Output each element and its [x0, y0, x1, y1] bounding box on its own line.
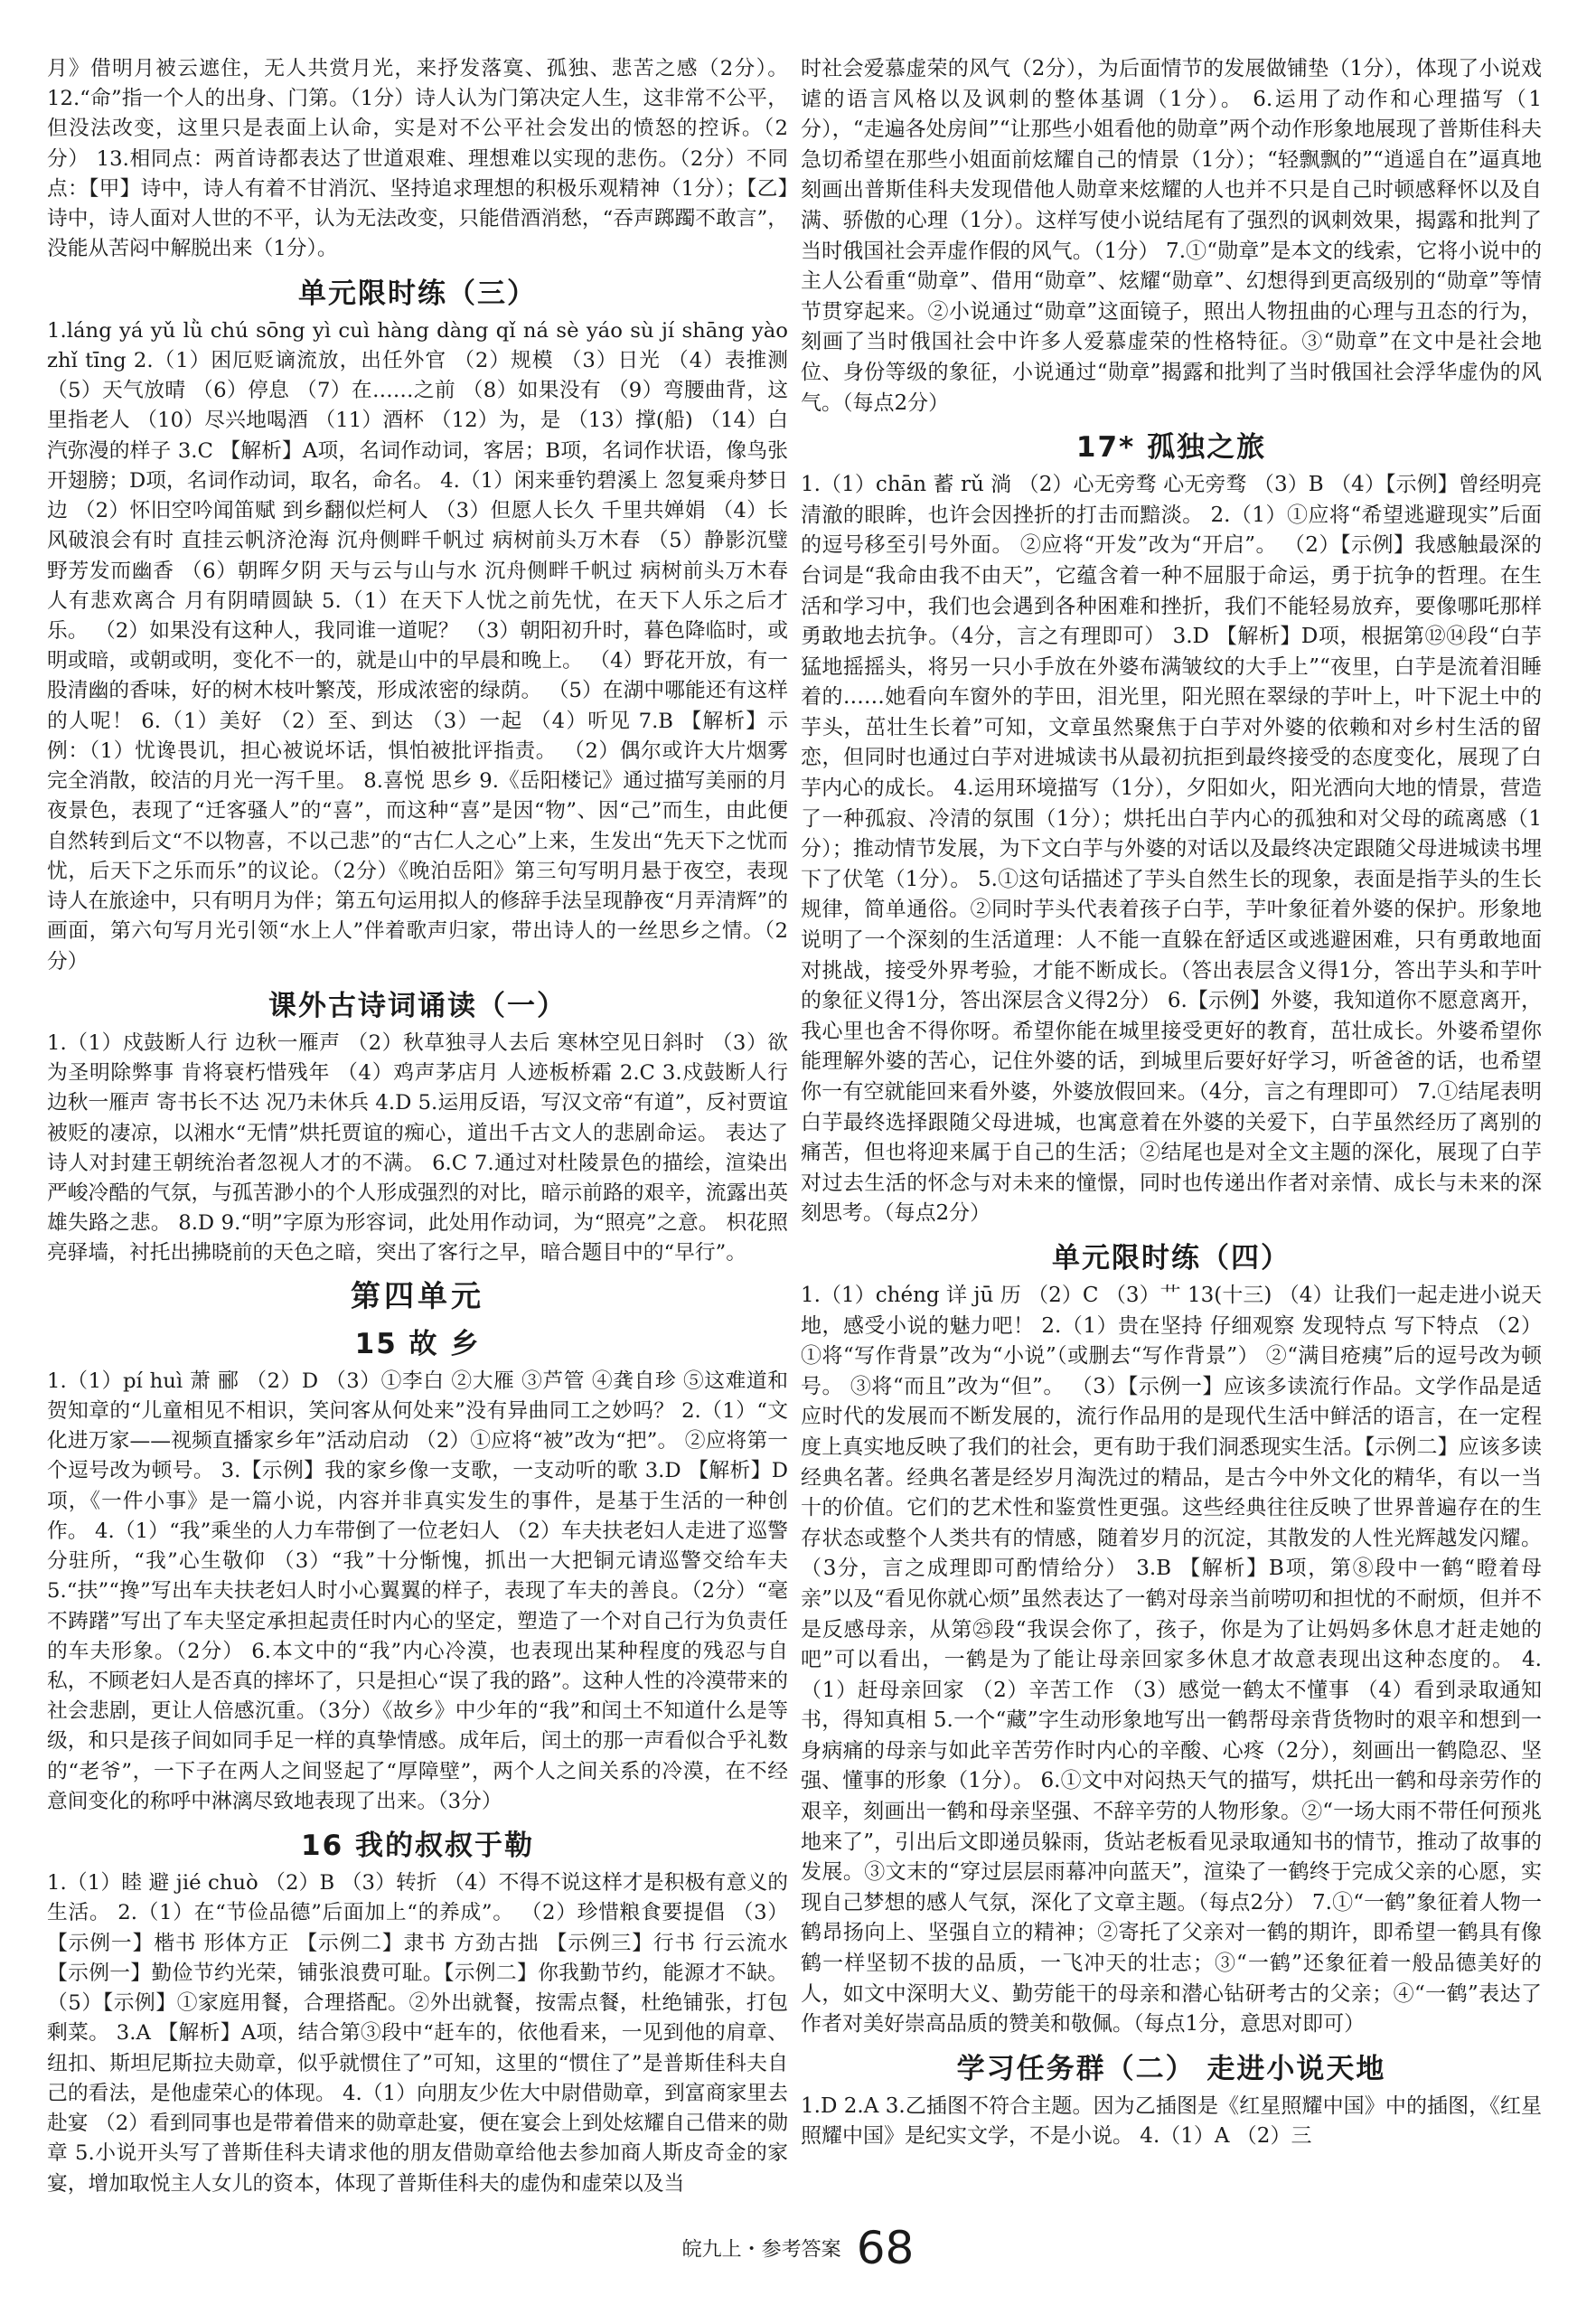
answer-block: 1.（1）睦 避 jié chuò （2）B （3）转折 （4）不得不说这样才是积极有意义的生活。 2.（1）在“节俭品德”后面加上“的养成”。 （2）珍惜粮食要提倡 （3）【示例一】楷书 形体方正 【示例二】隶书 方劲古拙 【示例三】行书 行云流水 【示例一】勤俭节约光荣，铺张浪费可耻。【示例二】你我勤节约，能源才不缺。 （5）【示例】①家庭用餐，合理搭配。②外出就餐，按需点餐，杜绝铺张，打包剩菜。 3.A 【解析】A项，结合第③段中“赶车的，依他看来，一见到他的肩章、纽扣、斯坦尼斯拉夫勋章，似乎就惯住了”可知，这里的“惯住了”是普斯佳科夫自己的看法，是他虚荣心的体现。 4.（1）向朋友少佐大中尉借勋章，到富商家里去赴宴 （2）看到同事也是带着借来的勋章赴宴，便在宴会上到处炫耀自己借来的勋章 5.小说开头写了普斯佳科夫请求他的朋友借勋章给他去参加商人斯皮奇金的家宴，增加取悦主人女儿的资本，体现了普斯佳科夫的虚伪和虚荣以及当 [47, 1871, 788, 2196]
footer-label: 皖九上・参考答案 [681, 2238, 841, 2262]
answer-block: 1.D 2.A 3.乙插图不符合主题。因为乙插图是《红星照耀中国》中的插图，《红星照耀中国》是纪实文学，不是小说。 4.（1）A （2）三 [801, 2093, 1542, 2149]
answer-block: 时社会爱慕虚荣的风气（2分），为后面情节的发展做铺垫（1分），体现了小说戏谑的语言风格以及讽刺的整体基调（1分）。 6.运用了动作和心理描写（1分），“走遍各处房间”“让那些小姐看他的勋章”两个动作形象地展现了普斯佳科夫急切希望在那些小姐面前炫耀自己的情景（1分）；“轻飘飘的”“逍遥自在”逼真地刻画出普斯佳科夫发现借他人勋章来炫耀的人也并不只是自己时顿感释怀以及自满、骄傲的心理（1分）。这样写使小说结尾有了强烈的讽刺效果，揭露和批判了当时俄国社会弄虚作假的风气。（1分） 7.①“勋章”是本文的线索，它将小说中的主人公看重“勋章”、借用“勋章”、炫耀“勋章”、幻想得到更高级别的“勋章”等情节贯穿起来。②小说通过“勋章”这面镜子，照出人物扭曲的心理与丑态的行为，刻画了当时俄国社会中许多人爱慕虚荣的性格特征。③“勋章”在文中是社会地位、身份等级的象征，小说通过“勋章”揭露和批判了当时俄国社会浮华虚伪的风气。（每点2分） [801, 57, 1542, 415]
answer-block: 1.（1）pí huì 萧 郦 （2）D （3）①李白 ②大雁 ③芦管 ④龚自珍 ⑤这难道和贺知章的“儿童相见不相识，笑问客从何处来”没有异曲同工之妙吗？ 2.（1）“文化进万家——视频直播家乡年”活动启动 （2）①应将“被”改为“把”。 ②应将第一个逗号改为顿号。 3.【示例】我的家乡像一支歌，一支动听的歌 3.D 【解析】D项，《一件小事》是一篇小说，内容并非真实发生的事件，是基于生活的一种创作。 4.（1）“我”乘坐的人力车带倒了一位老妇人 （2）车夫扶老妇人走进了巡警分驻所，“我”心生敬仰 （3）“我”十分惭愧，抓出一大把铜元请巡警交给车夫 5.“扶”“搀”写出车夫扶老妇人时小心翼翼的样子，表现了车夫的善良。（2分）“毫不踌躇”写出了车夫坚定承担起责任时内心的坚定，塑造了一个对自己行为负责任的车夫形象。（2分） 6.本文中的“我”内心冷漠，也表现出某种程度的残忍与自私，不顾老妇人是否真的摔坏了，只是担心“误了我的路”。这种人性的冷漠带来的社会悲剧，更让人倍感沉重。（3分）《故乡》中少年的“我”和闰土不知道什么是等级，和只是孩子间如同手足一样的真挚情感。成年后，闰土的那一声看似合乎礼数的“老爷”，一下子在两人之间竖起了“厚障壁”，两个人之间关系的冷漠，在不经意间变化的称呼中淋漓尽致地表现了出来。（3分） [47, 1369, 788, 1813]
answer-block: 月》借明月被云遮住，无人共赏月光，来抒发落寞、孤独、悲苦之感（2分）。 12.“命”指一个人的出身、门第。（1分）诗人认为门第决定人生，这非常不公平，但没法改变，这里只是表面上认命，实是对不公平社会发出的愤怒的控诉。（2分） 13.相同点：两首诗都表达了世道艰难、理想难以实现的悲伤。（2分）不同点：【甲】诗中，诗人有着不甘消沉、坚持追求理想的积极乐观精神（1分）；【乙】诗中，诗人面对人世的不平，认为无法改变，只能借酒消愁，“吞声踯躅不敢言”，没能从苦闷中解脱出来（1分）。 [47, 57, 788, 261]
page-footer [0, 2222, 1596, 2274]
lesson-heading: 15 故 乡 [354, 1327, 481, 1360]
section-heading: 单元限时练（三） [298, 277, 537, 310]
answer-block: 1.（1）chéng 详 jū 历 （2）C （3）艹 13(十三) （4）让我们一起走进小说天地，感受小说的魅力吧！ 2.（1）贵在坚持 仔细观察 发现特点 写下特点 （2）①将“写作背景”改为“小说”（或删去“写作背景”） ②“满目疮痍”后的逗号改为顿号。 ③将“而且”改为“但”。 （3）【示例一】应该多读流行作品。文学作品是适应时代的发展而不断发展的，流行作品用的是现代生活中鲜活的语言，在一定程度上真实地反映了我们的社会，更有助于我们洞悉现实生活。【示例二】应该多读经典名著。经典名著是经岁月淘洗过的精品，是古今中外文化的精华，有以一当十的价值。它们的艺术性和鉴赏性更强。这些经典往往反映了世界普遍存在的生存状态或整个人类共有的情感，随着岁月的沉淀，其散发的人性光辉越发闪耀。（3分，言之成理即可酌情给分） 3.B 【解析】B项，第⑧段中一鹤“瞪着母亲”以及“看见你就心烦”虽然表达了一鹤对母亲当前唠叨和担忧的不耐烦，但并不是反感母亲，从第㉕段“我误会你了，孩子，你是为了让妈妈多休息才赶走她的吧”可以看出，一鹤是为了能让母亲回家多休息才故意表现出这种态度的。 4.（1）赶母亲回家 （2）辛苦工作 （3）感觉一鹤太不懂事 （4）看到录取通知书，得知真相 5.一个“藏”字生动形象地写出一鹤帮母亲背货物时的艰辛和想到一身病痛的母亲与如此辛苦劳作时内心的辛酸、心疼（2分），刻画出一鹤隐忍、坚强、懂事的形象（1分）。 6.①文中对闷热天气的描写，烘托出一鹤和母亲劳作的艰辛，刻画出一鹤和母亲坚强、不辞辛劳的人物形象。②“一场大雨不带任何预兆地来了”，引出后文即递员躲雨，货站老板看见录取通知书的情节，推动了故事的发展。③文末的“穿过层层雨幕冲向蓝天”，渲染了一鹤终于完成父亲的心愿，实现自己梦想的感人气氛，深化了文章主题。（每点2分） 7.①“一鹤”象征着人物一鹤昂扬向上、坚强自立的精神；②寄托了父亲对一鹤的期许，即希望一鹤具有像鹤一样坚韧不拔的品质，一飞冲天的壮志；③“一鹤”还象征着一般品德美好的人，如文中深明大义、勤劳能干的母亲和潜心钻研考古的父亲；④“一鹤”表达了作者对美好崇高品质的赞美和敬佩。（每点1分，意思对即可） [801, 1283, 1542, 2037]
answer-block: 1.láng yá yǔ lǜ chú sōng yì cuì hàng dàng qǐ ná sè yáo sù jí shāng yào zhǐ tīng 2.（1）困厄贬谪流放，出任外官 （2）规模 （3）日光 （4）表推测 （5）天气放晴 （6）停息 （7）在……之前 （8）如果没有 （9）弯腰曲背，这里指老人 （10）尽兴地喝酒 （11）酒杯 （12）为，是 （13）撑(船) （14）白汽弥漫的样子 3.C 【解析】A项，名词作动词，客居；B项，名词作状语，像鸟张开翅膀；D项，名词作动词，取名，命名。 4.（1）闲来垂钓碧溪上 忽复乘舟梦日边 （2）怀旧空吟闻笛赋 到乡翻似烂柯人 （3）但愿人长久 千里共婵娟 （4）长风破浪会有时 直挂云帆济沧海 沉舟侧畔千帆过 病树前头万木春 （5）静影沉璧 野芳发而幽香 （6）朝晖夕阴 天与云与山与水 沉舟侧畔千帆过 病树前头万木春 人有悲欢离合 月有阴晴圆缺 5.（1）在天下人忧之前先忧，在天下人乐之后才乐。 （2）如果没有这种人，我同谁一道呢？ （3）朝阳初升时，暮色降临时，或明或暗，或朝或明，变化不一的，就是山中的早晨和晚上。 （4）野花开放，有一股清幽的香味，好的树木枝叶繁茂，形成浓密的绿荫。 （5）在湖中哪能还有这样的人呢！ 6.（1）美好 （2）至、到达 （3）一起 （4）听见 7.B 【解析】示例：（1）忧谗畏讥，担心被说坏话，惧怕被批评指责。 （2）偶尔或许大片烟雾完全消散，皎洁的月光一泻千里。 8.喜悦 思乡 9.《岳阳楼记》通过描写美丽的月夜景色，表现了“迁客骚人”的“喜”，而这种“喜”是因“物”、因“己”而生，由此便自然转到后文“不以物喜，不以己悲”的“古仁人之心”上来，生发出“先天下之忧而忧，后天下之乐而乐”的议论。（2分）《晚泊岳阳》第三句写明月悬于夜空，表现诗人在旅途中，只有明月为伴；第五句运用拟人的修辞手法呈现静夜“月弄清辉”的画面，第六句写月光引领“水上人”伴着歌声归家，带出诗人的一丝思乡之情。（2分） [47, 318, 788, 974]
answer-block: 1.（1）chān 蓄 rǔ 淌 （2）心无旁骛 心无旁骛 （3）B （4）【示例】曾经明亮清澈的眼眸，也许会因挫折的打击而黯淡。 2.（1）①应将“希望逃避现实”后面的逗号移至引号外面。 ②应将“开发”改为“开启”。 （2）【示例】我感触最深的台词是“我命由我不由天”，它蕴含着一种不屈服于命运，勇于抗争的哲理。在生活和学习中，我们也会遇到各种困难和挫折，我们不能轻易放弃，要像哪吒那样勇敢地去抗争。（4分，言之有理即可） 3.D 【解析】D项，根据第⑫⑭段“白芋猛地摇摇头，将另一只小手放在外婆布满皱纹的大手上”“夜里，白芋是流着泪睡着的……她看向车窗外的芋田，泪光里，阳光照在翠绿的芋叶上，叶下泥土中的芋头，茁壮生长着”可知，文章虽然聚焦于白芋对外婆的依赖和对乡村生活的留恋，但同时也通过白芋对进城读书从最初抗拒到最终接受的态度变化，展现了白芋内心的成长。 4.运用环境描写（1分），夕阳如火，阳光洒向大地的情景，营造了一种孤寂、冷清的氛围（1分）；烘托出白芋内心的孤独和对父母的疏离感（1分）；推动情节发展，为下文白芋与外婆的对话以及最终决定跟随父母进城读书埋下了伏笔（1分）。 5.①这句话描述了芋头自然生长的现象，表面是指芋头的生长规律，简单通俗。②同时芋头代表着孩子白芋，芋叶象征着外婆的保护。形象地说明了一个深刻的生活道理：人不能一直躲在舒适区或逃避困难，只有勇敢地面对挑战，接受外界考验，才能不断成长。（答出表层含义得1分，答出芋头和芋叶的象征义得1分，答出深层含义得2分） 6.【示例】外婆，我知道你不愿意离开，我心里也舍不得你呀。希望你能在城里接受更好的教育，茁壮成长。外婆希望你能理解外婆的苦心，记住外婆的话，到城里后要好好学习，听爸爸的话，也希望你一有空就能回来看外婆，外婆放假回来。（4分，言之有理即可） 7.①结尾表明白芋最终选择跟随父母进城，也寓意着在外婆的关爱下，白芋虽然经历了离别的痛苦，但也将迎来属于自己的生活；②结尾也是对全文主题的深化，展现了白芋对过去生活的怀念与对未来的憧憬，同时也传递出作者对亲情、成长与未来的深刻思考。（每点2分） [801, 473, 1542, 1226]
page-number: 68 [856, 2222, 915, 2274]
section-heading: 单元限时练（四） [1052, 1241, 1291, 1275]
answer-block: 1.（1）戍鼓断人行 边秋一雁声 （2）秋草独寻人去后 寒林空见日斜时 （3）欲为圣明除弊事 肯将衰朽惜残年 （4）鸡声茅店月 人迹板桥霜 2.C 3.戍鼓断人行 边秋一雁声 寄书长不达 况乃未休兵 4.D 5.运用反语，写汉文帝“有道”，反衬贾谊被贬的凄凉，以湘水“无情”烘托贾谊的痴心，道出千古文人的悲剧命运。 表达了诗人对封建王朝统治者忽视人才的不满。 6.C 7.通过对杜陵景色的描绘，渲染出严峻冷酷的气氛，与孤苦渺小的个人形成强烈的对比，暗示前路的艰辛，流露出英雄失路之悲。 8.D 9.“明”字原为形容词，此处用作动词，为“照亮”之意。 枳花照亮驿墙，衬托出拂晓前的天色之暗，突出了客行之早，暗合题目中的“早行”。 [47, 1030, 788, 1265]
unit-heading: 第四单元 [351, 1277, 484, 1313]
section-heading: 课外古诗词诵读（一） [268, 989, 567, 1022]
left-column [47, 54, 788, 2199]
lesson-heading: 16 我的叔叔于勒 [301, 1830, 534, 1863]
section-heading: 学习任务群（二） 走进小说天地 [956, 2052, 1386, 2085]
lesson-heading: 17* 孤独之旅 [1075, 431, 1267, 465]
right-column [801, 54, 1542, 2152]
